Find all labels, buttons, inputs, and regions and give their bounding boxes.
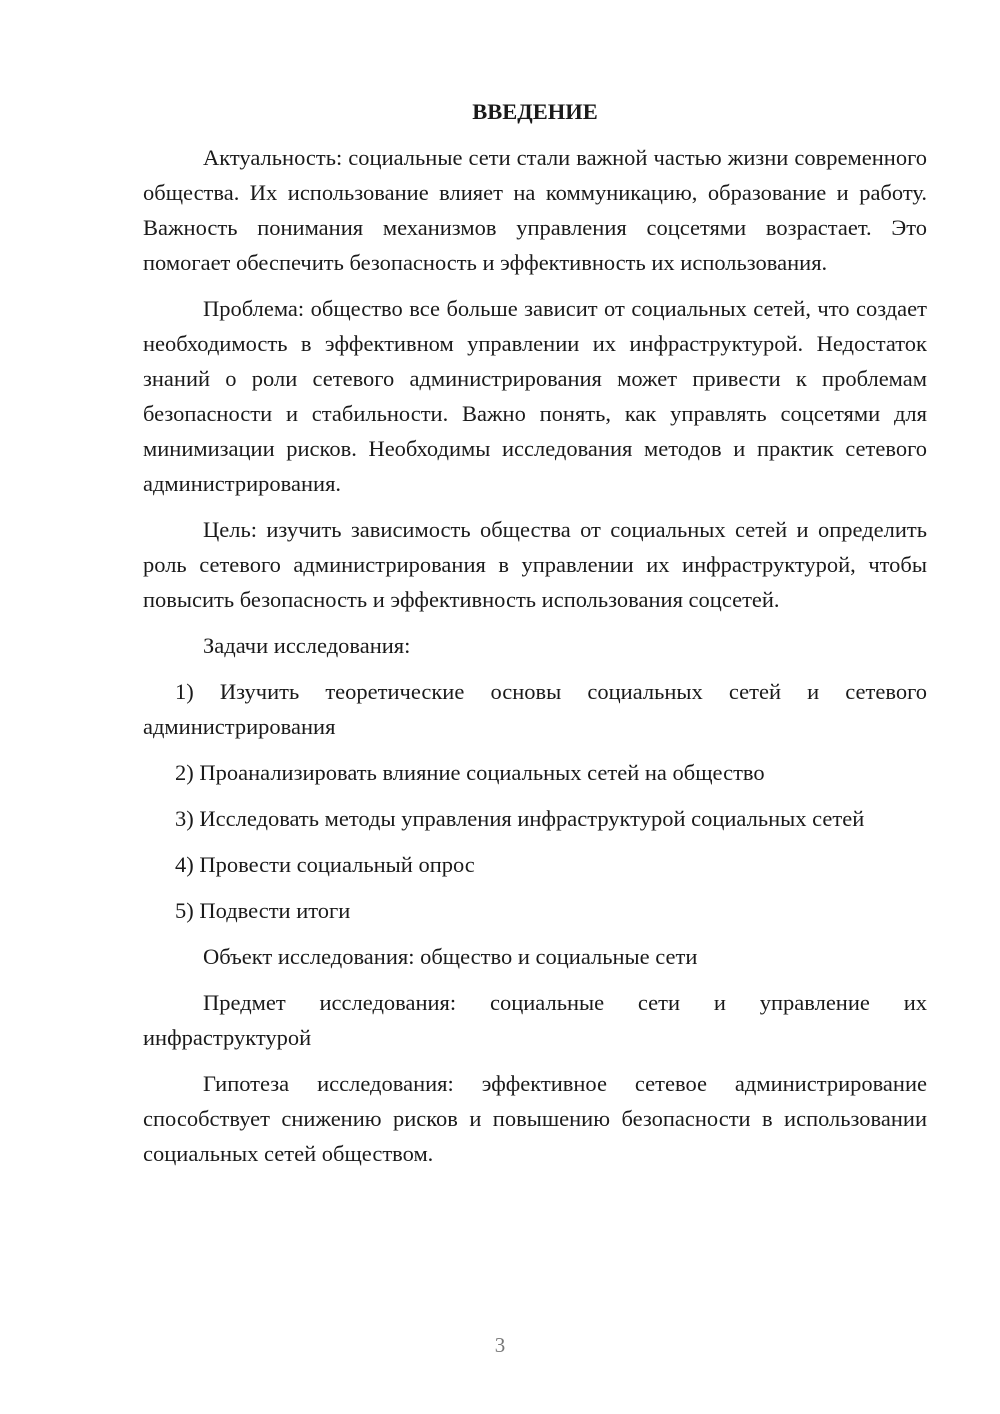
goal-paragraph: Цель: изучить зависимость общества от социальных сетей и определить роль сетевого администрирования в управлении их инфраструктурой, чтобы повысить безопасность и эффективность использования соцсетей.	[143, 517, 927, 612]
task-item-3: 3) Исследовать методы управления инфраструктурой социальных сетей	[175, 806, 865, 831]
document-body	[143, 94, 927, 1182]
task-item-2: 2) Проанализировать влияние социальных сетей на общество	[175, 760, 765, 785]
object-paragraph: Объект исследования: общество и социальные сети	[203, 944, 698, 969]
tasks-title: Задачи исследования:	[203, 633, 411, 658]
page-number: 3	[494, 1333, 506, 1357]
task-item-1: 1) Изучить теоретические основы социальных сетей и сетевого администрирования	[143, 679, 927, 739]
task-item-4: 4) Провести социальный опрос	[175, 852, 475, 877]
problem-paragraph: Проблема: общество все больше зависит от социальных сетей, что создает необходимость в эффективном управлении их инфраструктурой. Недостаток знаний о роли сетевого администрирования может привести к проблемам безопасности и стабильности. Важно понять, как управлять соцсетями для минимизации рисков. Необходимы исследования методов и практик сетевого администрирования.	[143, 296, 927, 496]
subject-paragraph: Предмет исследования: социальные сети и управление их инфраструктурой	[143, 990, 927, 1050]
relevance-paragraph: Актуальность: социальные сети стали важной частью жизни современного общества. Их использование влияет на коммуникацию, образование и работу. Важность понимания механизмов управления соцсетями возрастает. Это помогает обеспечить безопасность и эффективность их использования.	[143, 145, 927, 275]
hypothesis-paragraph: Гипотеза исследования: эффективное сетевое администрирование способствует снижению рисков и повышению безопасности в использовании социальных сетей обществом.	[143, 1071, 927, 1166]
section-heading: ВВЕДЕНИЕ	[472, 99, 598, 124]
task-item-5: 5) Подвести итоги	[175, 898, 351, 923]
